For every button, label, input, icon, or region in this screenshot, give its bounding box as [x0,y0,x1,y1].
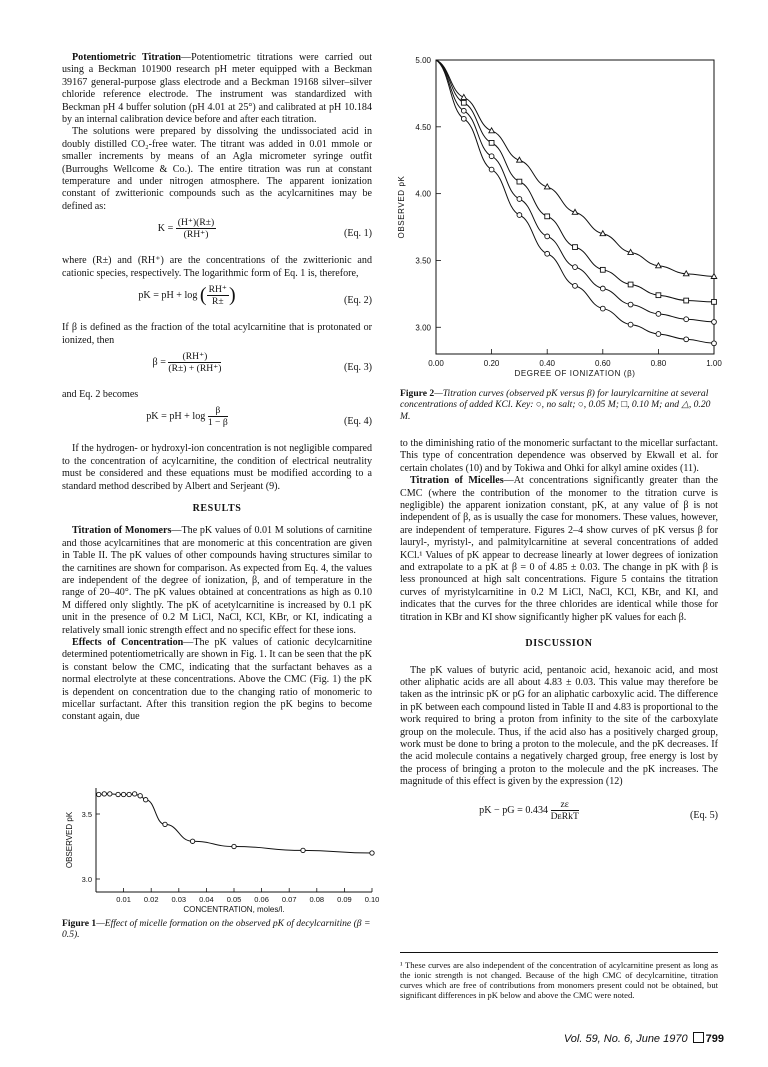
fig2-data-point [656,293,661,298]
figure-2-chart [392,50,722,386]
fig2-data-point [573,245,578,250]
right-column [400,438,718,837]
fig2-y-tick-label: 4.50 [415,122,431,132]
fig2-x-tick-label: 0.40 [539,359,555,368]
equation-4: pK = pH + log $\frac{\beta}{1 - \beta}$ (Eq. 4) [146,405,372,429]
page-folio: Vol. 59, No. 6, June 1970 799 [563,1033,724,1045]
fig1-data-point [138,794,142,798]
fig2-data-point [600,306,605,311]
figure-1-caption: Figure 1—Effect of micelle formation on the observed pK of decylcarnitine (β = 0.5). [62,918,371,941]
fig2-y-tick-label: 3.00 [415,323,431,333]
fig1-x-tick-label: 0.01 [116,895,131,904]
fig2-data-point [573,283,578,288]
paragraph-effects-concentration: Effects of Concentration—The pK values of cationic decylcarnitine determined potentiometrically are shown in Fig. 1. It can be seen that the pK is constant below the CMC, indicating that the surfactant behaves as a normal electrolyte at these concentrations. Above the CMC (Fig. 1) the pK is dependent on concentration due to the changing ratio of monomeric to micellar surfactant. After this transition region the pK begins to become constant again, due [62,637,372,723]
folio-box-glyph [693,1032,704,1043]
fig1-data-point [190,839,194,843]
equation-3: β = $\frac{(RH^+)}{(R\pm) + (RH^+)}$ (Eq. 3) [152,350,372,374]
fig2-y-tick-label: 5.00 [415,56,431,65]
fig2-data-point [628,282,633,287]
fig1-x-tick-label: 0.02 [143,895,159,904]
fig2-data-point [684,298,689,303]
fig2-data-point [712,320,717,325]
paragraph-titration-micelles: Titration of Micelles—At concentrations significantly greater than the CMC (where the contribution of the monomer to the titration curve is negligible) the apparent ionization constant, pK, at any value of β is not independent of β, as is usually the case for monomers. These values, however, are independent of temperature. Figures 2–4 show curves of pK versus β for lauryl-, myristyl-, and palmitylcarnitine at several concentrations of added KCl.¹ Values of pK appear to decrease linearly at lower degrees of ionization and extrapolate to a pK at β = 0 of 4.85 ± 0.03. The change in pK with β is less pronounced at high salt concentrations. Figure 5 contains the titration curves of myristylcarnitine in 0.2 M LiCl, NaCl, KCl, KBr, and KI, and indicates that the curves for the three chlorides are identical while those for titration in KBr and KI show significantly higher pK values for each β. [400,475,718,623]
fig2-series-line [436,60,714,343]
fig2-data-point [712,299,717,304]
fig1-data-point [370,851,374,855]
fig1-y-axis-label: OBSERVED pK [65,811,74,869]
fig2-y-tick-label: 3.50 [415,256,431,266]
equation-5: pK − pG = 0.434 $\frac{z\varepsilon}{\text{DᴇRkT}}$ (Eq. 5) [479,798,718,822]
left-column [62,52,372,724]
fig1-data-point [301,848,305,852]
fig2-series-line [436,60,714,322]
fig1-x-tick-label: 0.03 [171,895,187,904]
fig2-data-point [545,234,550,239]
fig2-data-point [600,267,605,272]
paragraph-diminishing-ratio: to the diminishing ratio of the monomeric surfactant to the micellar surfactant. This type of concentration dependence was observed by Ekwall et al. for certain cholates (10) and by Tokiwa and Ohki for alkyl amine oxides (11). [400,438,718,474]
fig1-data-point [163,822,167,826]
fig1-data-point [232,844,236,848]
fig1-data-point [116,792,120,796]
fig2-data-point [628,302,633,307]
fig1-x-tick-label: 0.05 [226,895,242,904]
fig2-data-point [712,341,717,346]
paragraph-beta-defined: If β is defined as the fraction of the total acylcarnitine that is protonated or ionized, then [62,322,372,346]
fig2-x-tick-label: 0.20 [483,359,500,368]
fig1-data-point [127,792,131,796]
fig1-data-point [121,792,125,796]
fig1-x-axis-label: CONCENTRATION, moles/l. [183,905,285,914]
fig2-series-line [436,60,714,276]
fig2-data-point [656,312,661,317]
fig2-data-point [545,251,550,256]
fig2-y-tick-label: 4.00 [415,189,431,199]
fig2-data-point [600,286,605,291]
fig2-data-point [517,197,522,202]
fig2-data-point [517,179,522,184]
fig1-y-tick-label: 3.5 [81,810,92,819]
equation-2: pK = pH + log ( $\frac{RH^+}{R\pm}$ ) (Eq. 2) [138,284,372,308]
fig2-x-tick-label: 1.00 [706,359,722,368]
paragraph-solutions: The solutions were prepared by dissolving the undissociated acid in doubly distilled CO₂-free water. The titrant was added in 0.01 mmole or smaller increments by means of an Agla micrometer syringe outfit (Burroughs Wellcome & Co.). The entire titration was run at constant temperature and under nitrogen atmosphere. The apparent ionization constant of zwitterionic compounds such as the acylcarnitines may be defined as: [62,126,372,212]
paragraph-eq2-becomes: and Eq. 2 becomes [62,388,139,400]
fig2-x-tick-label: 0.60 [595,359,611,368]
fig1-data-point [97,792,101,796]
fig1-data-point [102,792,106,796]
figure-2-caption: Figure 2—Titration curves (observed pK versus β) for laurylcarnitine at several concentrations of added KCl. Key: ○, no salt; ○, 0.05 M; □, 0.10 M; and △, 0.20 M. [400,388,711,422]
fig2-y-axis-label: OBSERVED pK [397,175,406,239]
fig1-x-tick-label: 0.08 [309,895,325,904]
paragraph-where: where (R±) and (RH⁺) are the concentrations of the zwitterionic and cationic species, respectively. The logarithmic form of Eq. 1 is, therefore, [62,255,372,279]
fig1-y-tick-label: 3.0 [81,875,92,884]
fig2-x-tick-label: 0.00 [428,359,444,368]
fig2-x-axis-label: DEGREE OF IONIZATION (β) [514,369,636,378]
fig1-x-tick-label: 0.09 [337,895,352,904]
fig2-frame [436,60,714,354]
fig2-data-point [461,116,466,121]
fig1-x-tick-label: 0.10 [364,895,380,904]
fig1-data-point [108,792,112,796]
fig2-data-point [461,100,466,105]
fig2-data-point [628,322,633,327]
fig1-x-tick-label: 0.04 [199,895,214,904]
fig2-data-point [489,154,494,159]
fig2-data-point [545,214,550,219]
fig2-data-point [461,108,466,113]
figure-1-chart [62,780,380,914]
fig2-data-point [684,337,689,342]
fig2-data-point [517,213,522,218]
fig1-data-point [143,798,147,802]
fig1-x-tick-label: 0.06 [254,895,269,904]
discussion-heading: DISCUSSION [525,638,593,650]
fig2-x-tick-label: 0.80 [650,359,667,368]
fig1-data-point [132,792,136,796]
fig2-data-point [489,140,494,145]
paragraph-potentiometric-titration: Potentiometric Titration—Potentiometric titrations were carried out using a Beckman 101900 research pH meter equipped with a Beckman 39167 general-purpose glass electrode and a Beckman 19168 silver–silver chloride reference electrode. The instrument was standardized with Beckman pH 4 buffer solution (pH 4.01 at 25°) and calibrated at pH 10.184 by an internal calibration device before and after each titration. [62,52,372,126]
fig2-data-point [684,317,689,322]
fig2-data-point [656,332,661,337]
paragraph-hydrogen-ion: If the hydrogen- or hydroxyl-ion concentration is not negligible compared to the concentration of acylcarnitine, the condition of electrical neutrality must be considered and these equations must be modified according to a standard method described by Albert and Serjeant (9). [62,443,372,492]
fig1-series-line [99,794,372,853]
results-heading: RESULTS [192,502,242,514]
equation-1: K = $\frac{(H^+)(R\pm)}{(RH^+)}$ (Eq. 1) [157,217,372,241]
footnote-rule [400,952,718,953]
fig2-data-point [489,167,494,172]
paragraph-titration-monomers: Titration of Monomers—The pK values of 0.01 M solutions of carnitine and those acylcarnitines that are monomeric at this concentration are given in Table II. The pK values of other compounds having structures similar to the carnitines are shown for comparison. As expected from Eq. 4, the values are independent of the degree of ionization, β, and of temperature in the range of 20–40°. The pK values obtained at concentrations as high as 0.10 M differed only slightly. The pK of acetylcarnitine is increased by 0.1 pK unit in the presence of 0.2 M LiCl, NaCl, KCl, KBr, or KI, indicating a relatively small ionic strength effect and no specific effect for these ions. [62,525,372,636]
paragraph-pk-values: The pK values of butyric acid, pentanoic acid, hexanoic acid, and most other aliphatic acids are all about 4.83 ± 0.03. This value may therefore be taken as the intrinsic pK or pG for an aliphatic carboxylic acid. The difference in pK between each compound listed in Table II and 4.83 is proportional to the work required to bring a proton from infinity to the site of the carboxylate group on the molecule. Thus, if the acid also has a positively charged group, work must be done to bring a proton to the molecule, and the pK decreases. If the acid molecule contains a negatively charged group, free energy is lost by the process of bringing a proton to the molecule and the pK increases. The magnitude of this effect is given by the expression (12) [400,664,718,788]
footnote: ¹ These curves are also independent of the concentration of acylcarnitine present as long as the ionic strength is not changed. Because of the high CMC of decylcarnitine, titration curves which are free of contributions from monomers present could not be obtained, but significant differences in pK below and above the CMC were noted. [400,960,718,1000]
fig1-x-tick-label: 0.07 [281,895,297,904]
fig2-data-point [573,265,578,270]
